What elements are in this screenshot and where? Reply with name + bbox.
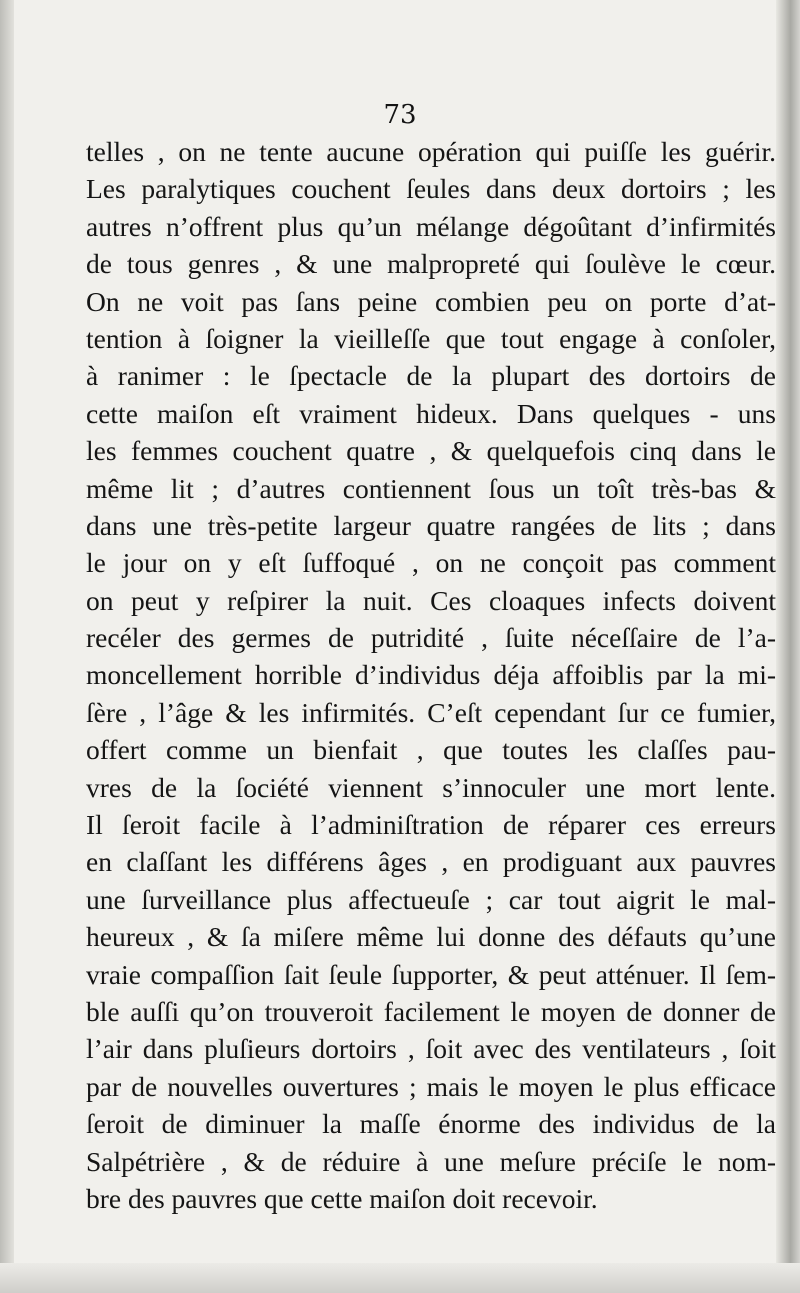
text-line: de tous genres , & une malpropreté qui ſoulève le cœur. (86, 248, 776, 280)
text-line: telles , on ne tente aucune opération qui puiſſe les guérir. (86, 136, 776, 167)
text-line: heureux , & ſa miſere même lui donne des défauts qu’une (86, 921, 776, 953)
body-text (86, 133, 776, 1217)
text-line: le jour on y eſt ſuffoqué , on ne conçoit pas comment (86, 547, 776, 579)
text-line: ſeroit de diminuer la maſſe énorme des individus de la (86, 1108, 776, 1140)
text-line: Salpétrière , & de réduire à une meſure préciſe le nom- (86, 1145, 776, 1177)
text-line: cette maiſon eſt vraiment hideux. Dans quelques - uns (86, 397, 776, 429)
text-line: ſère , l’âge & les infirmités. C’eſt cependant ſur ce fumier, (86, 696, 776, 728)
text-line: on peut y reſpirer la nuit. Ces cloaques infects doivent (86, 584, 776, 616)
page-left-edge (0, 0, 14, 1293)
text-line: tention à ſoigner la vieilleſſe que tout engage à conſoler, (86, 322, 776, 354)
text-line: même lit ; d’autres contiennent ſous un toît très-bas & (86, 472, 776, 504)
text-line: une ſurveillance plus affectueuſe ; car tout aigrit le mal- (86, 883, 776, 915)
text-line: Les paralytiques couchent ſeules dans deux dortoirs ; les (86, 173, 776, 205)
text-line: à ranimer : le ſpectacle de la plupart des dortoirs de (86, 360, 776, 392)
text-line: moncellement horrible d’individus déja affoiblis par la mi- (86, 659, 776, 691)
page-right-edge (776, 0, 800, 1293)
text-line: ble auſſi qu’on trouveroit facilement le moyen de donner de (86, 995, 776, 1027)
page-number: 73 (383, 100, 417, 130)
text-line: les femmes couchent quatre , & quelquefois cinq dans le (86, 435, 776, 467)
text-line: en claſſant les différens âges , en prodiguant aux pauvres (86, 846, 776, 878)
page-bottom-edge (0, 1263, 800, 1293)
text-line: dans une très-petite largeur quatre rangées de lits ; dans (86, 509, 776, 541)
text-line: On ne voit pas ſans peine combien peu on porte d’at- (86, 285, 776, 317)
text-line: autres n’offrent plus qu’un mélange dégoûtant d’infirmités (86, 210, 776, 242)
text-line: offert comme un bienfait , que toutes les claſſes pau- (86, 734, 776, 766)
text-line: recéler des germes de putridité , ſuite néceſſaire de l’a- (86, 622, 776, 654)
text-line: vraie compaſſion ſait ſeule ſupporter, & peut atténuer. Il ſem- (86, 958, 776, 990)
text-line: bre des pauvres que cette maiſon doit recevoir. (86, 1182, 598, 1214)
text-line: vres de la ſociété viennent s’innoculer une mort lente. (86, 771, 776, 803)
text-line: par de nouvelles ouvertures ; mais le moyen le plus efficace (86, 1070, 776, 1102)
text-line: l’air dans pluſieurs dortoirs , ſoit avec des ventilateurs , ſoit (86, 1033, 776, 1065)
text-line: Il ſeroit facile à l’adminiſtration de réparer ces erreurs (86, 809, 776, 841)
